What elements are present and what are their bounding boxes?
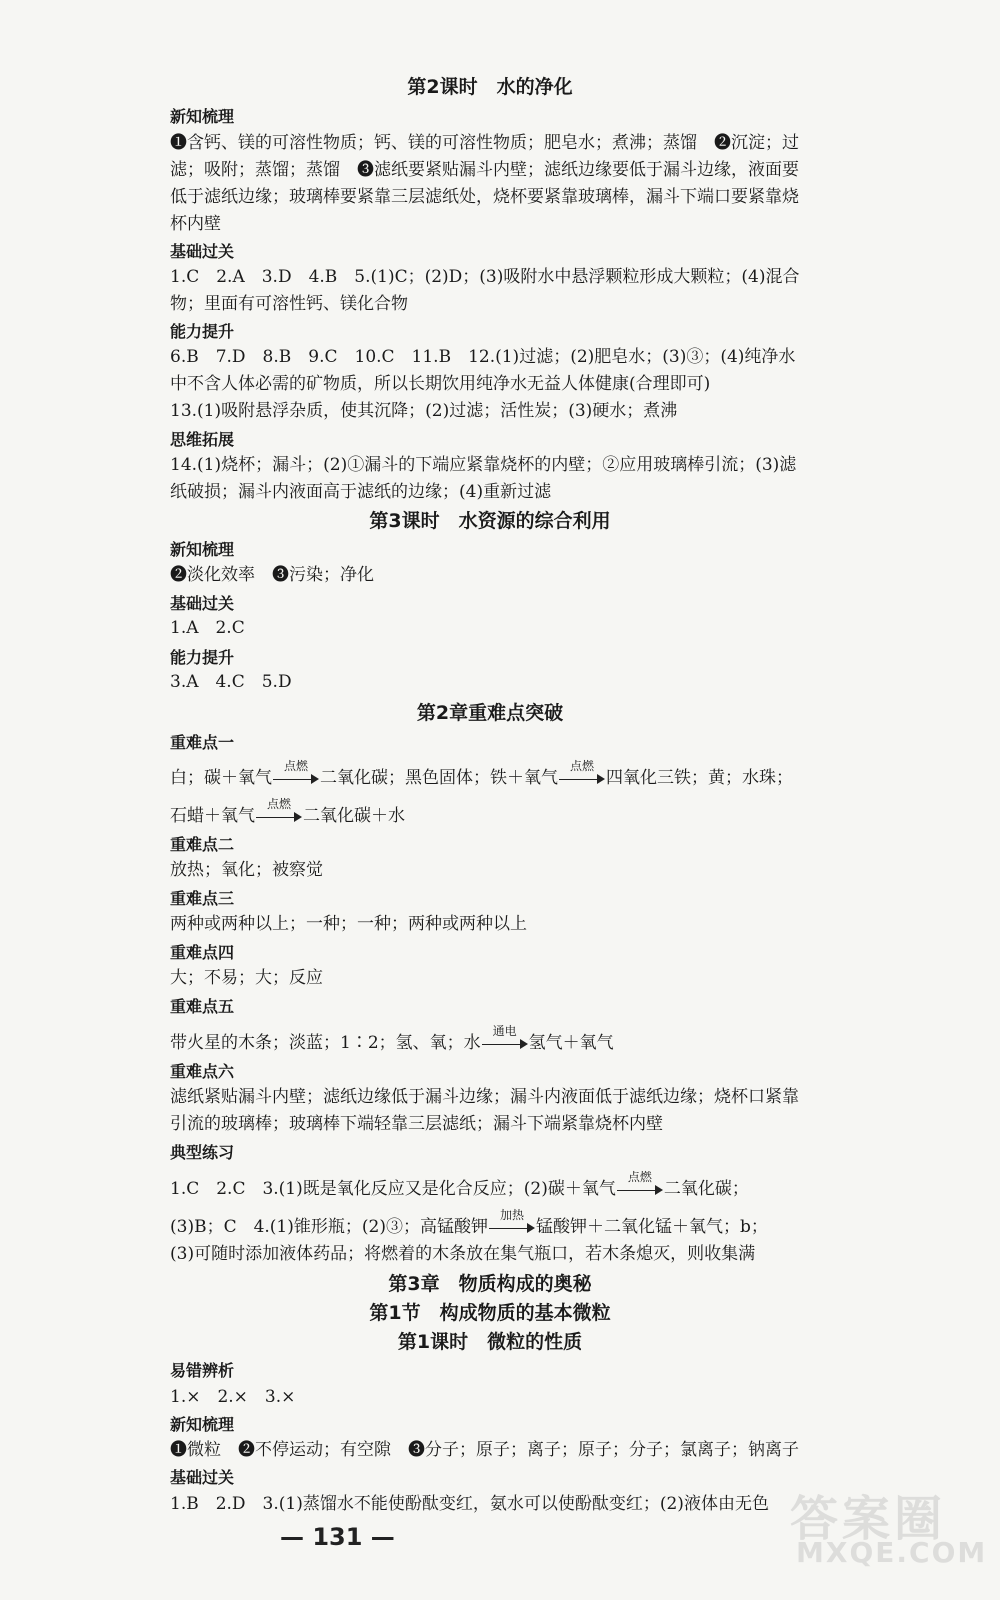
lesson-title: 第2课时 水的净化: [407, 76, 573, 98]
equation-text: 氢气＋氧气: [528, 1033, 614, 1053]
lesson-title: 第1课时 微粒的性质: [397, 1331, 583, 1353]
answer-paragraph: 13.(1)吸附悬浮杂质，使其沉降；(2)过滤；活性炭；(3)硬水；煮沸: [170, 401, 678, 421]
subheading: 重难点六: [170, 1062, 235, 1081]
equation-text: 四氧化三铁；黄；水珠；: [606, 768, 793, 788]
equation-line: [170, 1169, 810, 1203]
reaction-arrow-icon: 加热: [489, 1221, 535, 1235]
equation-text: 石蜡＋氧气: [170, 806, 255, 826]
reaction-arrow-icon: 点燃: [256, 810, 302, 824]
equation-text: 二氧化碳；: [663, 1179, 749, 1199]
subheading: 重难点一: [170, 733, 235, 752]
subheading: 思维拓展: [170, 430, 235, 449]
equation-line: [170, 1023, 810, 1057]
reaction-arrow-icon: 通电: [482, 1037, 528, 1051]
answer-paragraph: 6.B 7.D 8.B 9.C 10.C 11.B 12.(1)过滤；(2)肥皂水；(3)③；(4)纯净水中不含人体必需的矿物质，所以长期饮用纯净水无益人体健康(合理即可): [170, 347, 796, 394]
chapter-title: 第3章 物质构成的奥秘: [388, 1273, 592, 1295]
equation-line: [170, 1207, 810, 1241]
equation-text: 1.C 2.C 3.(1)既是氧化反应又是化合反应；(2)碳＋氧气: [170, 1179, 616, 1199]
answer-paragraph: ❷淡化效率 ❸污染；净化: [170, 565, 374, 585]
subheading: 新知梳理: [170, 107, 235, 126]
equation-text: 白；碳＋氧气: [170, 768, 272, 788]
watermark-text: 答案圈: [790, 1491, 947, 1547]
subheading: 典型练习: [170, 1143, 235, 1162]
equation-text: 锰酸钾＋二氧化锰＋氧气；b；: [535, 1217, 768, 1237]
section-title: 第1节 构成物质的基本微粒: [369, 1302, 611, 1324]
answer-paragraph: 3.A 4.C 5.D: [170, 672, 292, 692]
answer-paragraph: 14.(1)烧杯；漏斗；(2)①漏斗的下端应紧靠烧杯的内壁；②应用玻璃棒引流；(3)滤纸破损；漏斗内液面高于滤纸的边缘；(4)重新过滤: [170, 455, 797, 502]
subheading: 新知梳理: [170, 540, 235, 559]
lesson-title: 第3课时 水资源的综合利用: [369, 510, 611, 532]
subheading: 重难点二: [170, 835, 235, 854]
answer-paragraph: 滤纸紧贴漏斗内壁；滤纸边缘低于漏斗边缘；漏斗内液面低于滤纸边缘；烧杯口紧靠引流的玻璃棒；玻璃棒下端轻靠三层滤纸；漏斗下端紧靠烧杯内壁: [170, 1087, 799, 1134]
answer-paragraph: 1.A 2.C: [170, 618, 245, 638]
answer-paragraph: ❶含钙、镁的可溶性物质；钙、镁的可溶性物质；肥皂水；煮沸；蒸馏 ❷沉淀；过滤；吸附；蒸馏；蒸馏 ❸滤纸要紧贴漏斗内壁；滤纸边缘要低于漏斗边缘，液面要低于滤纸边缘；玻璃棒要紧靠三层滤纸处，烧杯要紧靠玻璃棒，漏斗下端口要紧靠烧杯内壁: [170, 133, 799, 234]
subheading: 易错辨析: [170, 1361, 235, 1380]
subheading: 新知梳理: [170, 1415, 235, 1434]
equation-text: 带火星的木条；淡蓝；1∶2；氢、氧；水: [170, 1033, 481, 1053]
reaction-arrow-icon: 点燃: [617, 1183, 663, 1197]
answer-paragraph: 两种或两种以上；一种；一种；两种或两种以上: [170, 914, 527, 934]
subheading: 重难点五: [170, 997, 235, 1016]
answer-paragraph: 1.× 2.× 3.×: [170, 1387, 296, 1407]
equation-line: [170, 758, 810, 792]
answer-paragraph: 1.B 2.D 3.(1)蒸馏水不能使酚酞变红，氨水可以使酚酞变红；(2)液体由无色: [170, 1494, 769, 1514]
page-number: — 131 —: [280, 1523, 395, 1551]
watermark-logo: [790, 1480, 988, 1576]
chapter-review-title: 第2章重难点突破: [416, 702, 564, 724]
equation-text: (3)B；C 4.(1)锥形瓶；(2)③；高锰酸钾: [170, 1217, 488, 1237]
answer-paragraph: (3)可随时添加液体药品；将燃着的木条放在集气瓶口，若木条熄灭，则收集满: [170, 1244, 756, 1264]
subheading: 重难点三: [170, 889, 235, 908]
answer-paragraph: ❶微粒 ❷不停运动；有空隙 ❸分子；原子；离子；原子；分子；氯离子；钠离子: [170, 1440, 799, 1460]
answer-paragraph: 大；不易；大；反应: [170, 968, 323, 988]
watermark-url: MXQE.COM: [796, 1536, 988, 1569]
subheading: 基础过关: [170, 1468, 235, 1487]
equation-text: 二氧化碳；黑色固体；铁＋氧气: [320, 768, 558, 788]
reaction-arrow-icon: 点燃: [273, 772, 319, 786]
reaction-arrow-icon: 点燃: [559, 772, 605, 786]
subheading: 能力提升: [170, 322, 235, 341]
answer-paragraph: 1.C 2.A 3.D 4.B 5.(1)C；(2)D；(3)吸附水中悬浮颗粒形成大颗粒；(4)混合物；里面有可溶性钙、镁化合物: [170, 267, 800, 314]
answer-paragraph: 放热；氧化；被察觉: [170, 860, 323, 880]
equation-line: [170, 796, 810, 830]
equation-text: 二氧化碳＋水: [303, 806, 405, 826]
subheading: 重难点四: [170, 943, 235, 962]
subheading: 基础过关: [170, 242, 235, 261]
subheading: 基础过关: [170, 594, 235, 613]
subheading: 能力提升: [170, 648, 235, 667]
